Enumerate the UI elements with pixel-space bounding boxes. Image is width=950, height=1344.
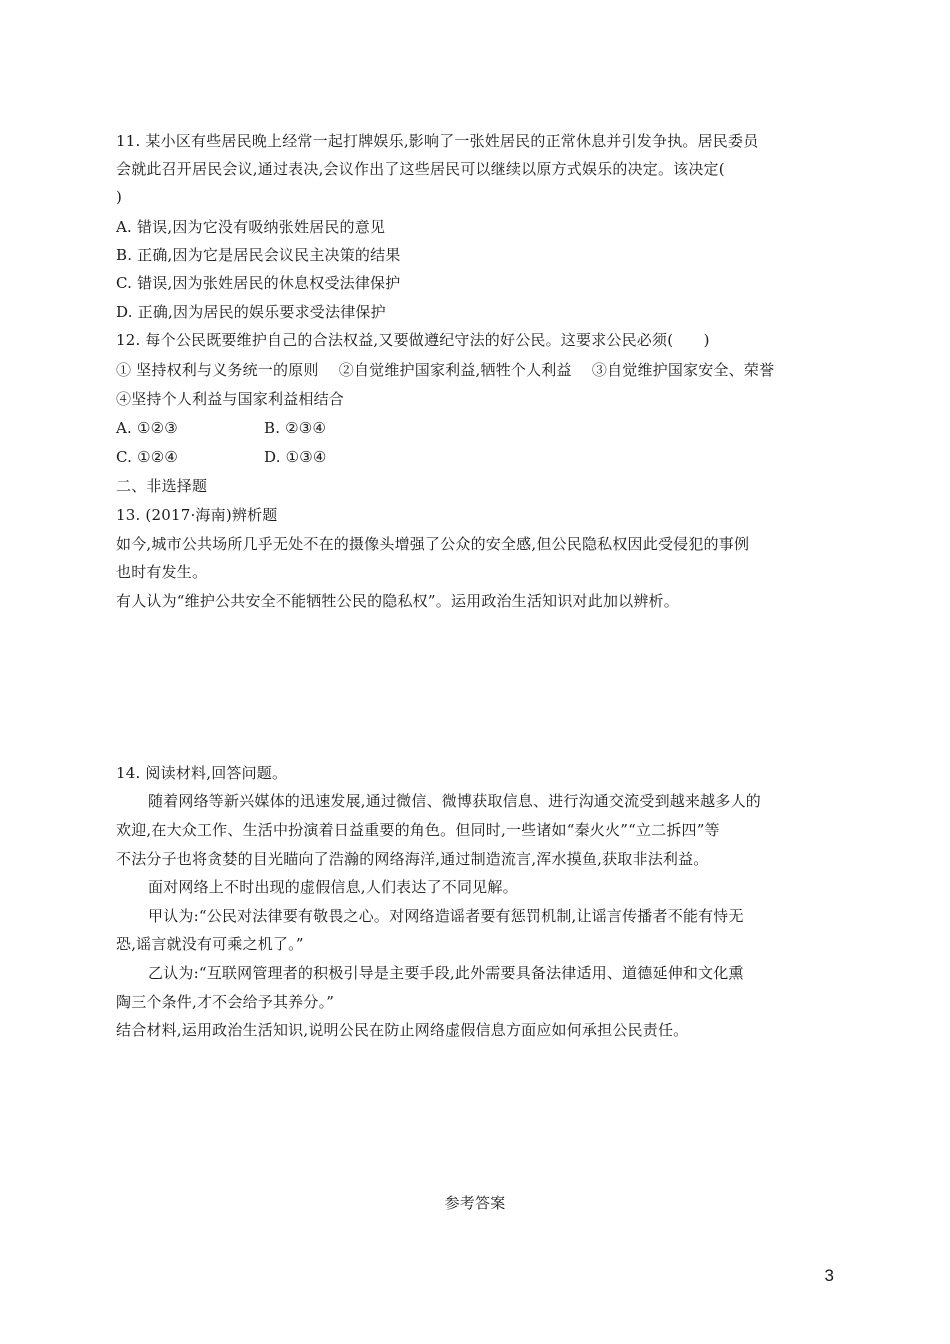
q11-stem-line-3: ) bbox=[116, 188, 123, 206]
q12-options-row-1 bbox=[116, 418, 836, 438]
answers-heading: 参考答案 bbox=[444, 1194, 506, 1212]
q11-stem-line-1: 11. 某小区有些居民晚上经常一起打牌娱乐,影响了一张姓居民的正常休息并引发争执。居民委员 bbox=[116, 132, 759, 150]
q11-option-a: A. 错误,因为它没有吸纳张姓居民的意见 bbox=[116, 218, 386, 236]
q11-stem-line-2: 会就此召开居民会议,通过表决,会议作出了这些居民可以继续以原方式娱乐的决定。该决定( bbox=[116, 160, 725, 178]
q12-items-line-1: ① 坚持权利与义务统一的原则 ②自觉维护国家利益,牺牲个人利益 ③自觉维护国家安全、荣誉 bbox=[116, 361, 775, 379]
q13-para-2: 有人认为“维护公共安全不能牺牲公民的隐私权”。运用政治生活知识对此加以辨析。 bbox=[116, 592, 679, 610]
q12-option-a: A. ①②③ bbox=[116, 419, 178, 437]
q11-option-b: B. 正确,因为它是居民会议民主决策的结果 bbox=[116, 246, 401, 264]
q12-option-b: B. ②③④ bbox=[264, 419, 327, 437]
q14-para-1-line-2: 欢迎,在大众工作、生活中扮演着日益重要的角色。但同时,一些诸如“秦火火”“立二拆四”等 bbox=[116, 821, 720, 839]
q14-para-1-line-3: 不法分子也将贪婪的目光瞄向了浩瀚的网络海洋,通过制造流言,浑水摸鱼,获取非法利益。 bbox=[116, 850, 709, 868]
q12-items-line-2: ④坚持个人利益与国家利益相结合 bbox=[116, 390, 345, 408]
q12-options-row-2 bbox=[116, 447, 836, 467]
q14-para-1-line-1: 随着网络等新兴媒体的迅速发展,通过微信、微博获取信息、进行沟通交流受到越来越多人的 bbox=[148, 792, 761, 810]
q11-option-d: D. 正确,因为居民的娱乐要求受法律保护 bbox=[116, 303, 386, 321]
q14-para-4-line-1: 乙认为:“互联网管理者的积极引导是主要手段,此外需要具备法律适用、道德延伸和文化熏 bbox=[148, 964, 744, 982]
q14-para-3-line-2: 恐,谣言就没有可乘之机了。” bbox=[116, 935, 304, 953]
q12-option-d: D. ①③④ bbox=[264, 448, 327, 466]
q11-option-c: C. 错误,因为张姓居民的休息权受法律保护 bbox=[116, 274, 401, 292]
q13-para-1-line-2: 也时有发生。 bbox=[116, 563, 208, 581]
q14-question: 结合材料,运用政治生活知识,说明公民在防止网络虚假信息方面应如何承担公民责任。 bbox=[116, 1021, 689, 1039]
q13-para-1-line-1: 如今,城市公共场所几乎无处不在的摄像头增强了公众的安全感,但公民隐私权因此受侵犯的事例 bbox=[116, 535, 750, 553]
q13-title: 13. (2017·海南)辨析题 bbox=[116, 506, 278, 524]
page-number: 3 bbox=[824, 1266, 834, 1285]
q14-para-4-line-2: 陶三个条件,才不会给予其养分。” bbox=[116, 993, 335, 1011]
q14-para-3-line-1: 甲认为:“公民对法律要有敬畏之心。对网络造谣者要有惩罚机制,让谣言传播者不能有恃无 bbox=[148, 907, 744, 925]
q14-title: 14. 阅读材料,回答问题。 bbox=[116, 764, 288, 782]
q12-option-c: C. ①②④ bbox=[116, 448, 179, 466]
q14-para-2: 面对网络上不时出现的虚假信息,人们表达了不同见解。 bbox=[148, 878, 518, 896]
q12-stem: 12. 每个公民既要维护自己的合法权益,又要做遵纪守法的好公民。这要求公民必须( ) bbox=[116, 331, 710, 349]
section-heading: 二、非选择题 bbox=[116, 477, 208, 495]
